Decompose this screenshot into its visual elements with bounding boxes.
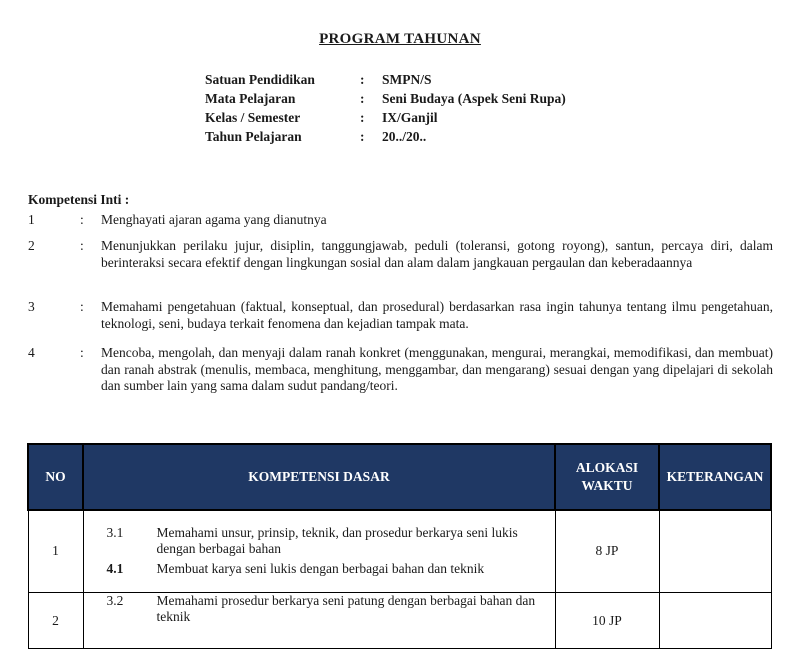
kd-item — [85, 525, 554, 557]
ki-separator: : — [80, 345, 84, 360]
kompetensi-inti-heading: Kompetensi Inti : — [28, 192, 130, 207]
alokasi-value: 8 JP — [555, 510, 659, 592]
kompetensi-dasar-table — [27, 443, 772, 649]
ki-separator: : — [80, 238, 84, 253]
kd-text: Memahami unsur, prinsip, teknik, dan prosedur berkarya seni lukis dengan berbagai bahan — [156, 525, 518, 557]
kd-code: 3.1 — [106, 525, 124, 541]
kd-text: Membuat karya seni lukis dengan berbagai bahan dan teknik — [156, 561, 485, 577]
table-row — [28, 510, 771, 592]
ki-separator: : — [80, 212, 84, 227]
kd-code: 3.2 — [106, 592, 124, 608]
identity-value: IX/Ganjil — [382, 110, 438, 125]
header-alokasi-line-2: WAKTU — [581, 478, 633, 493]
header-no: NO — [28, 444, 83, 510]
header-kompetensi-dasar: KOMPETENSI DASAR — [83, 444, 555, 510]
kd-item — [85, 561, 554, 577]
table-header-row — [28, 444, 771, 510]
identity-label: Satuan Pendidikan — [205, 72, 315, 87]
identity-separator: : — [360, 129, 365, 144]
identity-row — [205, 91, 566, 110]
identity-value: SMPN/S — [382, 72, 432, 87]
identity-label: Mata Pelajaran — [205, 91, 296, 106]
kd-text: Memahami prosedur berkarya seni patung dengan berbagai bahan dan teknik — [156, 592, 536, 624]
identity-row — [205, 129, 566, 148]
identity-separator: : — [360, 91, 365, 106]
ki-separator: : — [80, 299, 84, 314]
header-alokasi-waktu — [555, 444, 659, 510]
ki-number: 1 — [28, 212, 35, 227]
identity-value: 20../20.. — [382, 129, 427, 144]
document-title: PROGRAM TAHUNAN — [319, 31, 481, 47]
table-row — [28, 592, 771, 648]
keterangan-value — [659, 510, 771, 592]
ki-number: 4 — [28, 345, 35, 360]
identity-label: Kelas / Semester — [205, 110, 301, 125]
kd-item — [85, 593, 554, 625]
kd-cell — [83, 510, 555, 592]
identity-row — [205, 110, 566, 129]
identity-label: Tahun Pelajaran — [205, 129, 302, 144]
ki-text: Mencoba, mengolah, dan menyaji dalam ranah konkret (menggunakan, mengurai, merangkai, memodifikasi, dan membuat) dan ranah abstrak (menulis, membaca, menghitung, menggambar, dan mengarang) sesuai dengan yang dipelajari di sekolah dan sumber lain yang sama dalam sudut pandang/teori. — [101, 345, 773, 393]
identity-separator: : — [360, 110, 365, 125]
identity-separator: : — [360, 72, 365, 87]
ki-number: 2 — [28, 238, 35, 253]
row-number: 2 — [28, 592, 83, 648]
identity-value: Seni Budaya (Aspek Seni Rupa) — [382, 91, 566, 106]
identity-block — [205, 72, 566, 148]
keterangan-value — [659, 592, 771, 648]
kd-code: 4.1 — [106, 561, 124, 577]
header-keterangan: KETERANGAN — [659, 444, 771, 510]
identity-row — [205, 72, 566, 91]
kd-cell — [83, 592, 555, 648]
ki-text: Menunjukkan perilaku jujur, disiplin, tanggungjawab, peduli (toleransi, gotong royong), santun, percaya diri, dalam berinteraksi secara efektif dengan lingkungan sosial dan alam dalam jangkauan pergaulan dan keberadaannya — [101, 238, 773, 270]
ki-text: Memahami pengetahuan (faktual, konseptual, dan prosedural) berdasarkan rasa ingin tahunya tentang ilmu pengetahuan, teknologi, seni, budaya terkait fenomena dan kejadian tampak mata. — [101, 299, 773, 331]
header-alokasi-line-1: ALOKASI — [575, 460, 639, 475]
alokasi-value: 10 JP — [555, 592, 659, 648]
ki-number: 3 — [28, 299, 35, 314]
ki-text: Menghayati ajaran agama yang dianutnya — [101, 212, 327, 227]
row-number: 1 — [28, 510, 83, 592]
